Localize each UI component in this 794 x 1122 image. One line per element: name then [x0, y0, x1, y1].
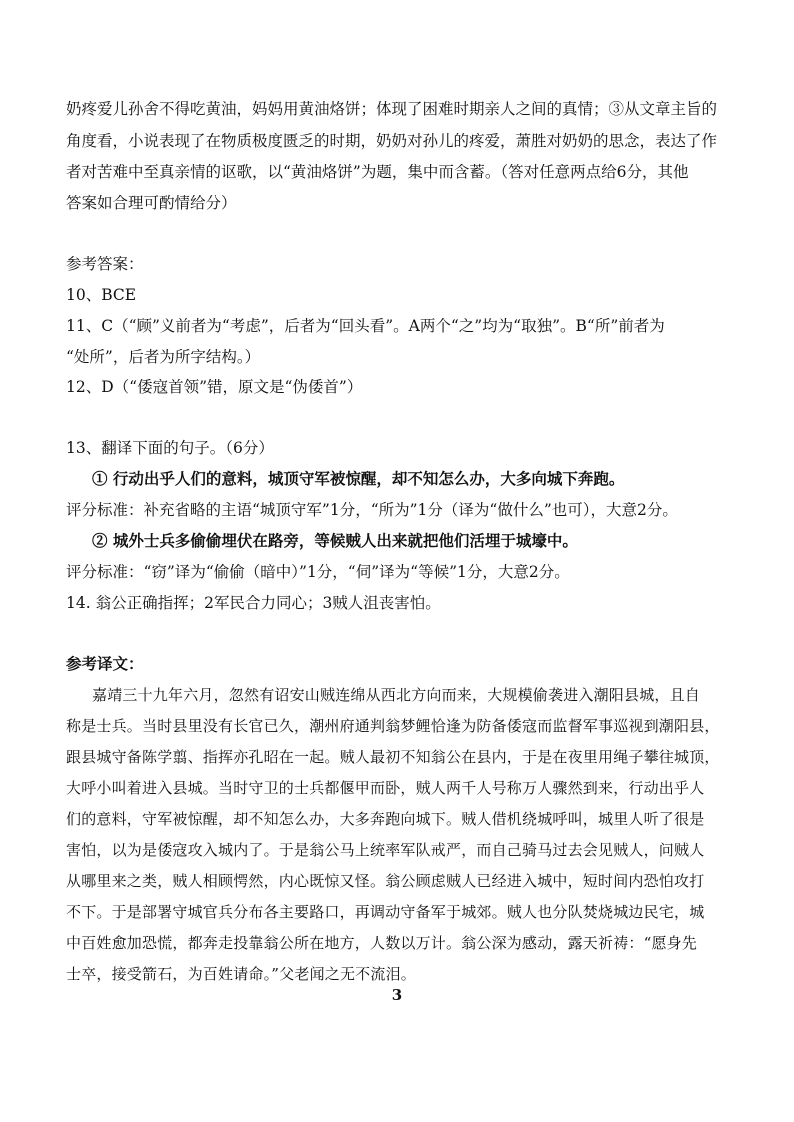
translation-line: 士卒，接受箭石，为百姓请命。”父老闻之无不流泪。	[66, 965, 416, 983]
q13-sentence-1: ① 行动出乎人们的意料，城顶守军被惊醒，却不知怎么办，大多向城下奔跑。	[92, 469, 625, 488]
q13-score-2: 评分标准：“窃”译为“偷偷（暗中）”1分，“伺”译为“等候”1分，大意2分。	[66, 563, 570, 581]
translation-line: 不下。于是部署守城官兵分布各主要路口，再调动守备军于城郊。贼人也分队焚烧城边民宅，城	[66, 903, 705, 921]
answers-heading: 参考答案：	[66, 255, 144, 273]
page-number: 3	[391, 986, 403, 1004]
q13-title: 13、翻译下面的句子。（6分）	[66, 439, 274, 457]
translation-line: 中百姓愈加恐慌，都奔走投靠翁公所在地方，人数以万计。翁公深为感动，露天祈祷：“愿身先	[66, 934, 698, 952]
translation-line: 跟县城守备陈学翦、指挥亦孔昭在一起。贼人最初不知翁公在县内，于是在夜里用绳子攀往城顶，	[66, 748, 720, 766]
translation-line: 害怕，以为是倭寇攻入城内了。于是翁公马上统率军队戒严，而自己骑马过去会见贼人，问贼人	[66, 841, 705, 859]
translation-line: 称是士兵。当时县里没有长官已久，潮州府通判翁梦鲤恰逢为防备倭寇而监督军事巡视到潮阳县，	[66, 717, 720, 735]
answer-q10: 10、BCE	[66, 286, 137, 304]
q13-score-1: 评分标准：补充省略的主语“城顶守军”1分，“所为”1分（译为“做什么”也可），大意2分。	[66, 501, 678, 519]
answer-q11: 11、C（“顾”义前者为“考虑”，后者为“回头看”。A两个“之”均为“取独”。B“所”前者为	[66, 317, 665, 335]
continuation-line: 答案如合理可酌情给分）	[66, 194, 237, 212]
continuation-line: 者对苦难中至真亲情的讴歌，以“黄油烙饼”为题，集中而含蓄。（答对任意两点给6分，其他	[66, 163, 689, 181]
translation-line: 嘉靖三十九年六月，忽然有诏安山贼连绵从西北方向而来，大规模偷袭进入潮阳县城，且自	[92, 686, 701, 704]
translation-line: 们的意料，守军被惊醒，却不知怎么办，大多奔跑向城下。贼人借机绕城呼叫，城里人听了很是	[66, 810, 705, 828]
answer-q14: 14. 翁公正确指挥；2军民合力同心；3贼人沮丧害怕。	[66, 594, 441, 612]
translation-line: 从哪里来之类，贼人相顾愕然，内心既惊又怪。翁公顾虑贼人已经进入城中，短时间内恐怕攻打	[66, 872, 705, 890]
q13-sentence-2: ② 城外士兵多偷偷埋伏在路旁，等候贼人出来就把他们活埋于城壕中。	[92, 531, 578, 550]
translation-line: 大呼小叫着进入县城。当时守卫的士兵都偃甲而卧，贼人两千人号称万人骤然到来，行动出乎人	[66, 779, 705, 797]
answer-q12: 12、D（“倭寇首领”错，原文是“伪倭首”）	[66, 378, 363, 396]
answer-q11-cont: “处所”，后者为所字结构。）	[66, 348, 261, 366]
continuation-line: 奶疼爱儿孙舍不得吃黄油，妈妈用黄油烙饼；体现了困难时期亲人之间的真情；③从文章主旨的	[66, 100, 718, 118]
translation-heading: 参考译文：	[66, 654, 144, 673]
continuation-line: 角度看，小说表现了在物质极度匮乏的时期，奶奶对孙儿的疼爱，萧胜对奶奶的思念，表达了作	[66, 132, 718, 150]
